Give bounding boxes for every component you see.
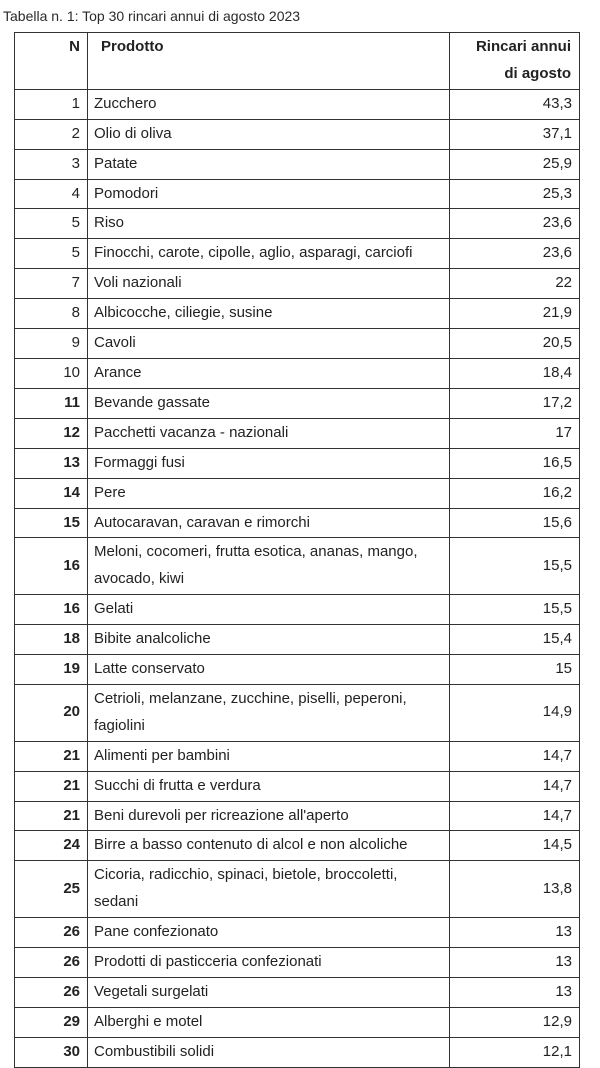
rank-cell: 16 [15, 595, 88, 625]
rank-cell: 14 [15, 478, 88, 508]
rank-cell: 7 [15, 269, 88, 299]
table-caption: Tabella n. 1: Top 30 rincari annui di agosto 2023 [3, 8, 301, 24]
product-cell: Pane confezionato [88, 918, 450, 948]
table-row [15, 978, 580, 1008]
increase-value-cell: 16,2 [450, 478, 580, 508]
table-row [15, 538, 580, 595]
increase-value-cell: 14,7 [450, 801, 580, 831]
rank-cell: 1 [15, 89, 88, 119]
increase-value-cell: 23,6 [450, 209, 580, 239]
increase-value-cell: 20,5 [450, 329, 580, 359]
product-cell: Beni durevoli per ricreazione all'aperto [88, 801, 450, 831]
product-cell: Formaggi fusi [88, 448, 450, 478]
table-row [15, 684, 580, 741]
rank-cell: 21 [15, 771, 88, 801]
rank-cell: 26 [15, 948, 88, 978]
rank-cell: 20 [15, 684, 88, 741]
table-row [15, 595, 580, 625]
table-row [15, 508, 580, 538]
product-cell: Latte conservato [88, 655, 450, 685]
increase-value-cell: 14,9 [450, 684, 580, 741]
increase-value-cell: 37,1 [450, 119, 580, 149]
increase-value-cell: 13 [450, 948, 580, 978]
table-row [15, 771, 580, 801]
table-row [15, 269, 580, 299]
rank-cell: 9 [15, 329, 88, 359]
increase-value-cell: 43,3 [450, 89, 580, 119]
product-cell: Finocchi, carote, cipolle, aglio, asparagi, carciofi [88, 239, 450, 269]
rank-cell: 5 [15, 239, 88, 269]
table-row [15, 299, 580, 329]
table-row [15, 918, 580, 948]
increase-value-cell: 14,7 [450, 771, 580, 801]
header-annual-increase-line1: Rincari annui [475, 38, 571, 55]
header-product: Prodotto [88, 33, 450, 90]
increase-value-cell: 13 [450, 978, 580, 1008]
rank-cell: 8 [15, 299, 88, 329]
increase-value-cell: 25,3 [450, 179, 580, 209]
table-row [15, 478, 580, 508]
table-header [15, 33, 580, 90]
table-row [15, 801, 580, 831]
rank-cell: 13 [15, 448, 88, 478]
header-rank: N [15, 33, 88, 90]
rank-cell: 3 [15, 149, 88, 179]
rank-cell: 26 [15, 918, 88, 948]
table-row [15, 948, 580, 978]
product-cell: Alberghi e motel [88, 1007, 450, 1037]
table-row [15, 388, 580, 418]
table-row [15, 119, 580, 149]
rank-cell: 10 [15, 358, 88, 388]
table-row [15, 209, 580, 239]
increase-value-cell: 15 [450, 655, 580, 685]
product-cell: Combustibili solidi [88, 1037, 450, 1067]
increase-value-cell: 16,5 [450, 448, 580, 478]
increase-value-cell: 13 [450, 918, 580, 948]
rank-cell: 11 [15, 388, 88, 418]
table-row [15, 239, 580, 269]
product-cell: Cicoria, radicchio, spinaci, bietole, broccoletti, sedani [88, 861, 450, 918]
table-body [15, 89, 580, 1067]
table-row [15, 861, 580, 918]
product-cell: Succhi di frutta e verdura [88, 771, 450, 801]
product-cell: Meloni, cocomeri, frutta esotica, ananas, mango, avocado, kiwi [88, 538, 450, 595]
increase-value-cell: 12,1 [450, 1037, 580, 1067]
product-cell: Cavoli [88, 329, 450, 359]
increase-value-cell: 15,5 [450, 595, 580, 625]
table-row [15, 149, 580, 179]
product-cell: Prodotti di pasticceria confezionati [88, 948, 450, 978]
product-cell: Pere [88, 478, 450, 508]
table-row [15, 741, 580, 771]
rank-cell: 29 [15, 1007, 88, 1037]
product-cell: Birre a basso contenuto di alcol e non alcoliche [88, 831, 450, 861]
product-cell: Albicocche, ciliegie, susine [88, 299, 450, 329]
rank-cell: 5 [15, 209, 88, 239]
product-cell: Riso [88, 209, 450, 239]
rank-cell: 18 [15, 625, 88, 655]
increase-value-cell: 23,6 [450, 239, 580, 269]
product-cell: Alimenti per bambini [88, 741, 450, 771]
increase-value-cell: 21,9 [450, 299, 580, 329]
product-cell: Voli nazionali [88, 269, 450, 299]
table-row [15, 655, 580, 685]
table-row [15, 1037, 580, 1067]
table-row [15, 329, 580, 359]
rank-cell: 12 [15, 418, 88, 448]
rank-cell: 15 [15, 508, 88, 538]
rank-cell: 16 [15, 538, 88, 595]
table-row [15, 418, 580, 448]
product-cell: Bevande gassate [88, 388, 450, 418]
increase-value-cell: 15,6 [450, 508, 580, 538]
table-row [15, 1007, 580, 1037]
table-row [15, 625, 580, 655]
product-cell: Vegetali surgelati [88, 978, 450, 1008]
header-annual-increase [450, 33, 580, 90]
rank-cell: 30 [15, 1037, 88, 1067]
table-row [15, 448, 580, 478]
product-cell: Patate [88, 149, 450, 179]
increase-value-cell: 15,4 [450, 625, 580, 655]
rank-cell: 4 [15, 179, 88, 209]
price-increase-table [14, 32, 580, 1068]
increase-value-cell: 22 [450, 269, 580, 299]
product-cell: Gelati [88, 595, 450, 625]
rank-cell: 26 [15, 978, 88, 1008]
product-cell: Bibite analcoliche [88, 625, 450, 655]
rank-cell: 24 [15, 831, 88, 861]
increase-value-cell: 18,4 [450, 358, 580, 388]
product-cell: Zucchero [88, 89, 450, 119]
rank-cell: 21 [15, 741, 88, 771]
table-row [15, 831, 580, 861]
increase-value-cell: 14,5 [450, 831, 580, 861]
rank-cell: 21 [15, 801, 88, 831]
increase-value-cell: 13,8 [450, 861, 580, 918]
increase-value-cell: 15,5 [450, 538, 580, 595]
rank-cell: 25 [15, 861, 88, 918]
increase-value-cell: 17 [450, 418, 580, 448]
rank-cell: 19 [15, 655, 88, 685]
product-cell: Autocaravan, caravan e rimorchi [88, 508, 450, 538]
rank-cell: 2 [15, 119, 88, 149]
table-row [15, 179, 580, 209]
product-cell: Olio di oliva [88, 119, 450, 149]
increase-value-cell: 14,7 [450, 741, 580, 771]
product-cell: Arance [88, 358, 450, 388]
product-cell: Cetrioli, melanzane, zucchine, piselli, peperoni, fagiolini [88, 684, 450, 741]
table-row [15, 358, 580, 388]
product-cell: Pacchetti vacanza - nazionali [88, 418, 450, 448]
increase-value-cell: 25,9 [450, 149, 580, 179]
table-row [15, 89, 580, 119]
increase-value-cell: 17,2 [450, 388, 580, 418]
increase-value-cell: 12,9 [450, 1007, 580, 1037]
header-annual-increase-line2: di agosto [504, 64, 571, 82]
header-row [15, 33, 580, 90]
product-cell: Pomodori [88, 179, 450, 209]
